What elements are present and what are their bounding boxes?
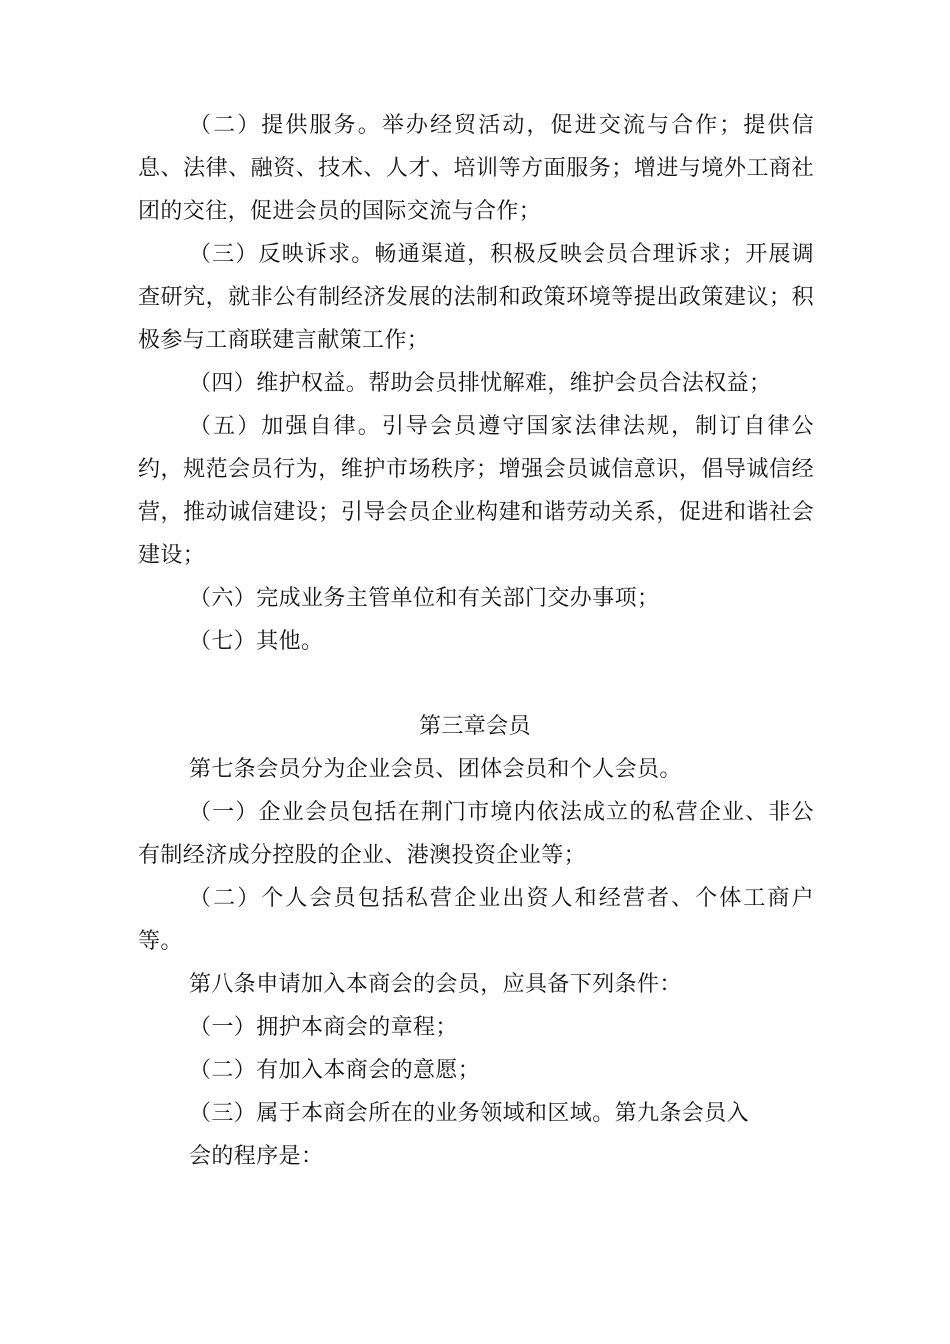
paragraph-self-discipline: （五）加强自律。引导会员遵守国家法律法规，制订自律公约，规范会员行为，维护市场秩序；增强会员诚信意识，倡导诚信经营，推动诚信建设；引导会员企业构建和谐劳动关系，促进和谐社会建设；	[138, 414, 814, 568]
article-7: 第七条会员分为企业会员、团体会员和个人会员。	[189, 757, 682, 782]
membership-section	[138, 748, 814, 1178]
paragraph-provide-services: （二）提供服务。举办经贸活动，促进交流与合作；提供信息、法律、融资、技术、人才、培训等方面服务；增进与境外工商社团的交往，促进会员的国际交流与合作；	[138, 113, 814, 224]
paragraph-other: （七）其他。	[189, 629, 324, 654]
article-8: 第八条申请加入本商会的会员，应具备下列条件：	[189, 972, 682, 997]
paragraph-reflect-appeals: （三）反映诉求。畅通渠道，积极反映会员合理诉求；开展调查研究，就非公有制经济发展的法制和政策环境等提出政策建议；积极参与工商联建言献策工作；	[138, 242, 814, 353]
paragraph-enterprise-members: （一）企业会员包括在荆门市境内依法成立的私营企业、非公有制经济成分控股的企业、港澳投资企业等；	[138, 800, 814, 868]
paragraph-individual-members: （二）个人会员包括私营企业出资人和经营者、个体工商户等。	[138, 886, 814, 954]
condition-support-charter: （一）拥护本商会的章程；	[189, 1015, 458, 1040]
paragraph-assigned-matters: （六）完成业务主管单位和有关部门交办事项；	[189, 586, 660, 611]
condition-business-area: （三）属于本商会所在的业务领域和区域。第九条会员入	[189, 1101, 750, 1126]
duties-section	[138, 104, 814, 663]
condition-willingness: （二）有加入本商会的意愿；	[189, 1058, 481, 1083]
article-9-continuation: 会的程序是：	[189, 1144, 324, 1169]
chapter-title: 第三章会员	[418, 714, 531, 739]
paragraph-protect-rights: （四）维护权益。帮助会员排忧解难，维护会员合法权益；	[189, 371, 772, 396]
